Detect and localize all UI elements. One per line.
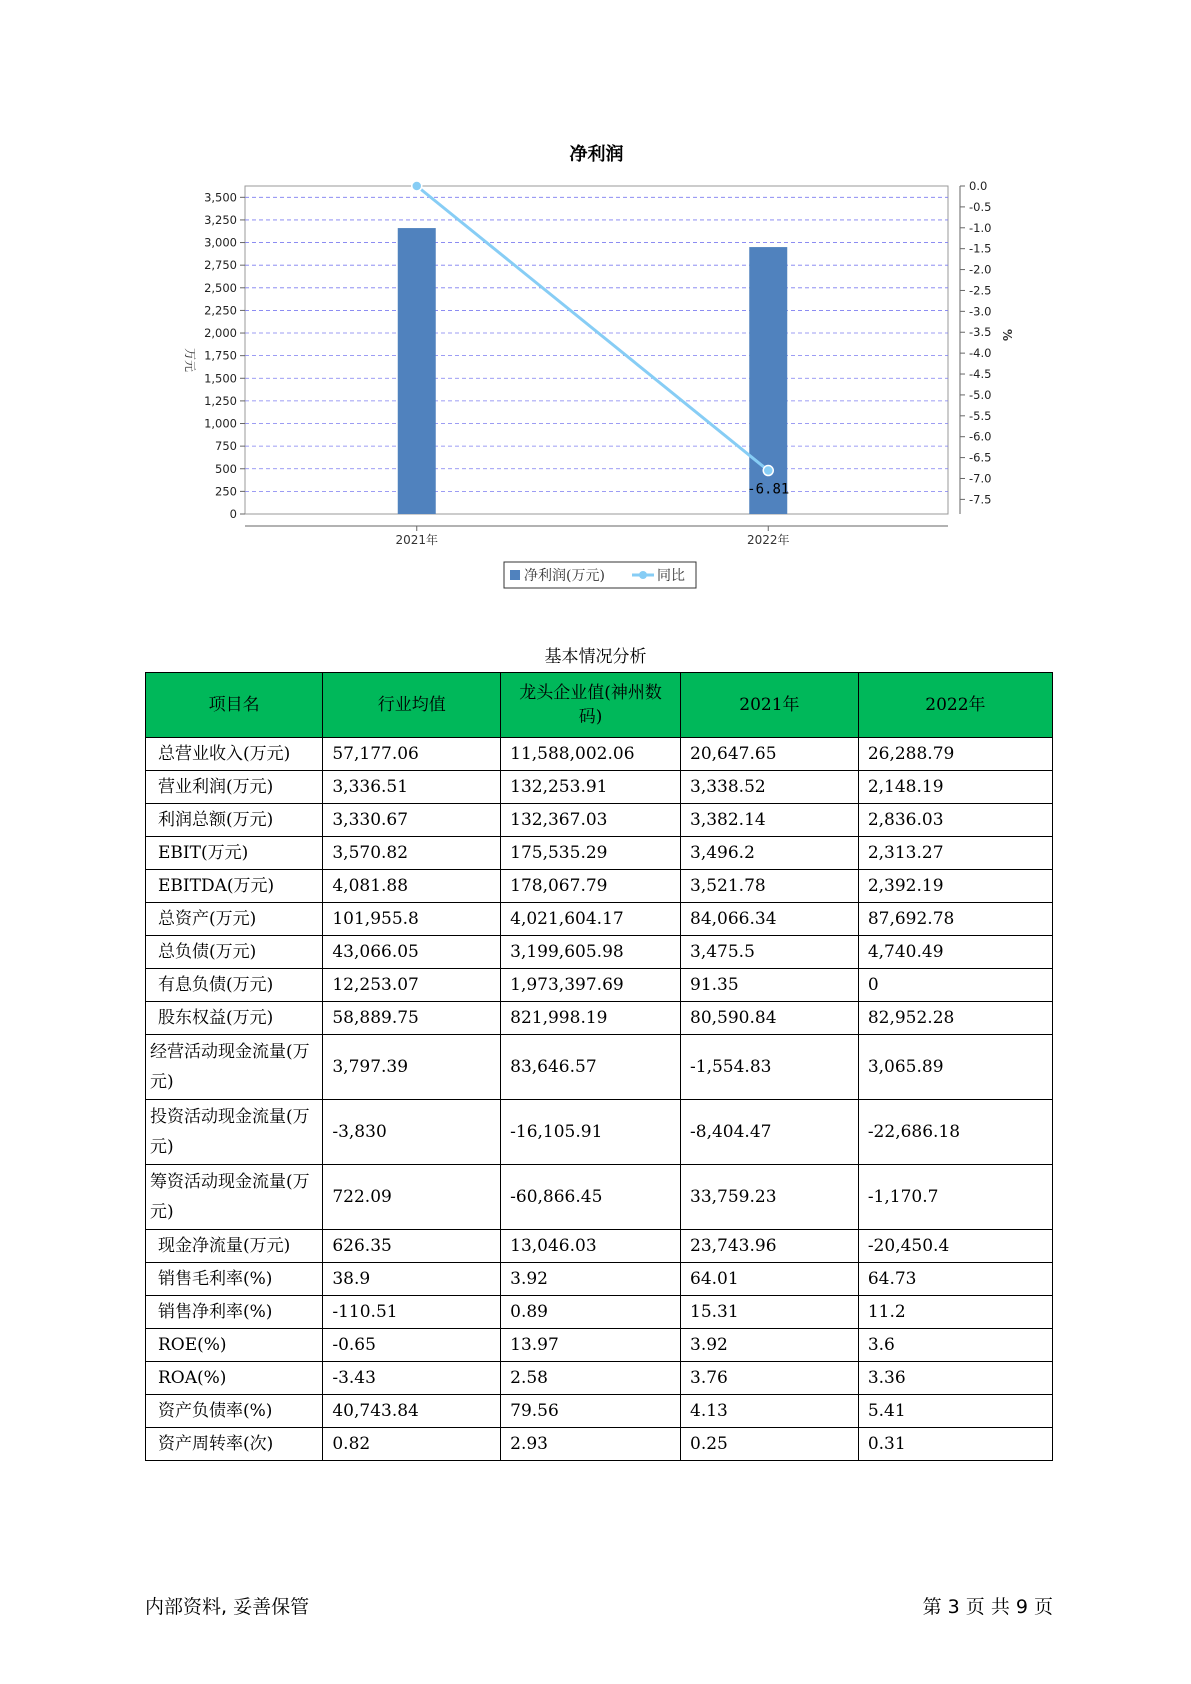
- x-tick-label: 2021年: [395, 533, 439, 547]
- row-label: 资产负债率(%): [146, 1395, 323, 1428]
- cell-2021: 3,521.78: [681, 870, 859, 903]
- cell-leader-value: 2.93: [501, 1428, 681, 1461]
- cell-industry-avg: 57,177.06: [323, 738, 501, 771]
- cell-2022: 0: [858, 969, 1052, 1002]
- cell-industry-avg: 722.09: [323, 1165, 501, 1230]
- cell-2021: -1,554.83: [681, 1035, 859, 1100]
- cell-2022: 11.2: [858, 1296, 1052, 1329]
- cell-leader-value: 821,998.19: [501, 1002, 681, 1035]
- cell-2022: -20,450.4: [858, 1230, 1052, 1263]
- table-row: [146, 969, 1053, 1002]
- cell-2022: -1,170.7: [858, 1165, 1052, 1230]
- footer-confidential-note: 内部资料, 妥善保管: [145, 1596, 310, 1618]
- net-profit-chart-svg: [0, 0, 1191, 600]
- y-tick-label: 1,500: [204, 371, 237, 386]
- y2-tick-label: -7.0: [969, 471, 992, 486]
- cell-2022: 2,148.19: [858, 771, 1052, 804]
- cell-industry-avg: 626.35: [323, 1230, 501, 1263]
- row-label: ROA(%): [146, 1362, 323, 1395]
- x-tick-label: 2022年: [746, 533, 790, 547]
- table-row: [146, 1230, 1053, 1263]
- y2-tick-label: -5.0: [969, 387, 992, 402]
- table-row: [146, 1395, 1053, 1428]
- yoy-data-label: -6.81: [747, 481, 790, 498]
- table-header-row: [146, 673, 1053, 738]
- cell-leader-value: 132,253.91: [501, 771, 681, 804]
- table-row: [146, 1428, 1053, 1461]
- y-tick-label: 1,000: [204, 416, 237, 431]
- cell-leader-value: 2.58: [501, 1362, 681, 1395]
- header-item-name: 项目名: [146, 673, 323, 738]
- row-label: 投资活动现金流量(万元): [146, 1100, 323, 1165]
- cell-leader-value: 4,021,604.17: [501, 903, 681, 936]
- row-label: 营业利润(万元): [146, 771, 323, 804]
- row-label: 总营业收入(万元): [146, 738, 323, 771]
- cell-2022: 5.41: [858, 1395, 1052, 1428]
- table-row: [146, 1165, 1053, 1230]
- basic-analysis-table: [145, 672, 1053, 1461]
- table-row: [146, 903, 1053, 936]
- header-2022: 2022年: [858, 673, 1052, 738]
- cell-2022: 87,692.78: [858, 903, 1052, 936]
- cell-industry-avg: 40,743.84: [323, 1395, 501, 1428]
- y-tick-label: 2,250: [204, 303, 237, 318]
- cell-industry-avg: -3,830: [323, 1100, 501, 1165]
- row-label: 股东权益(万元): [146, 1002, 323, 1035]
- table-row: [146, 738, 1053, 771]
- row-label: EBITDA(万元): [146, 870, 323, 903]
- y2-tick-label: 0.0: [969, 179, 988, 193]
- y-tick-label: 2,000: [204, 326, 237, 341]
- legend-line-marker: [639, 571, 647, 579]
- cell-2022: 3.36: [858, 1362, 1052, 1395]
- cell-2021: 3,475.5: [681, 936, 859, 969]
- y-tick-label: 3,250: [204, 212, 237, 227]
- cell-leader-value: 83,646.57: [501, 1035, 681, 1100]
- cell-2021: 91.35: [681, 969, 859, 1002]
- y-tick-label: 250: [215, 484, 237, 499]
- y2-axis-title: %: [1000, 328, 1014, 342]
- row-label: 经营活动现金流量(万元): [146, 1035, 323, 1100]
- cell-leader-value: 3.92: [501, 1263, 681, 1296]
- cell-leader-value: 178,067.79: [501, 870, 681, 903]
- cell-2021: 33,759.23: [681, 1165, 859, 1230]
- cell-industry-avg: 3,330.67: [323, 804, 501, 837]
- y2-tick-label: -3.0: [969, 304, 992, 319]
- row-label: 总资产(万元): [146, 903, 323, 936]
- table-row: [146, 804, 1053, 837]
- cell-industry-avg: 3,570.82: [323, 837, 501, 870]
- footer-page-number: 第 3 页 共 9 页: [922, 1596, 1053, 1618]
- cell-leader-value: -16,105.91: [501, 1100, 681, 1165]
- cell-leader-value: 175,535.29: [501, 837, 681, 870]
- table-caption: 基本情况分析: [544, 647, 647, 667]
- y-tick-label: 500: [215, 461, 237, 476]
- y-tick-label: 1,750: [204, 348, 237, 363]
- row-label: ROE(%): [146, 1329, 323, 1362]
- y2-tick-label: -1.5: [969, 241, 992, 256]
- cell-leader-value: 132,367.03: [501, 804, 681, 837]
- header-2021: 2021年: [681, 673, 859, 738]
- table-row: [146, 1296, 1053, 1329]
- cell-industry-avg: 0.82: [323, 1428, 501, 1461]
- cell-2021: 84,066.34: [681, 903, 859, 936]
- y2-tick-label: -3.5: [969, 325, 992, 340]
- cell-2021: 80,590.84: [681, 1002, 859, 1035]
- table-row: [146, 870, 1053, 903]
- row-label: 总负债(万元): [146, 936, 323, 969]
- y2-tick-label: -4.5: [969, 367, 992, 382]
- table-row: [146, 1263, 1053, 1296]
- cell-2021: 4.13: [681, 1395, 859, 1428]
- net-profit-chart: [0, 0, 1191, 600]
- legend-line-label: 同比: [657, 568, 685, 584]
- cell-leader-value: 3,199,605.98: [501, 936, 681, 969]
- legend-bar-label: 净利润(万元): [524, 568, 605, 584]
- cell-industry-avg: -110.51: [323, 1296, 501, 1329]
- header-leader-value: 龙头企业值(神州数码): [501, 673, 681, 738]
- table-row: [146, 1002, 1053, 1035]
- cell-2021: 3,496.2: [681, 837, 859, 870]
- cell-2022: -22,686.18: [858, 1100, 1052, 1165]
- table-row: [146, 1329, 1053, 1362]
- cell-leader-value: 11,588,002.06: [501, 738, 681, 771]
- y-tick-label: 2,750: [204, 258, 237, 273]
- y-tick-label: 750: [215, 439, 237, 454]
- row-label: EBIT(万元): [146, 837, 323, 870]
- y2-tick-label: -2.0: [969, 262, 992, 277]
- cell-2022: 82,952.28: [858, 1002, 1052, 1035]
- cell-industry-avg: 4,081.88: [323, 870, 501, 903]
- y-tick-label: 3,000: [204, 235, 237, 250]
- y2-tick-label: -0.5: [969, 199, 992, 214]
- table-row: [146, 936, 1053, 969]
- row-label: 有息负债(万元): [146, 969, 323, 1002]
- cell-2022: 2,392.19: [858, 870, 1052, 903]
- cell-leader-value: 1,973,397.69: [501, 969, 681, 1002]
- cell-industry-avg: 3,336.51: [323, 771, 501, 804]
- cell-2021: 3.76: [681, 1362, 859, 1395]
- y2-tick-label: -6.5: [969, 450, 992, 465]
- cell-industry-avg: 101,955.8: [323, 903, 501, 936]
- row-label: 利润总额(万元): [146, 804, 323, 837]
- cell-2021: 3,382.14: [681, 804, 859, 837]
- row-label: 资产周转率(次): [146, 1428, 323, 1461]
- table-row: [146, 1100, 1053, 1165]
- cell-2022: 2,313.27: [858, 837, 1052, 870]
- cell-2021: 64.01: [681, 1263, 859, 1296]
- yoy-line: [417, 186, 769, 471]
- cell-leader-value: -60,866.45: [501, 1165, 681, 1230]
- cell-industry-avg: 43,066.05: [323, 936, 501, 969]
- cell-leader-value: 13,046.03: [501, 1230, 681, 1263]
- y2-tick-label: -7.5: [969, 492, 992, 507]
- row-label: 销售毛利率(%): [146, 1263, 323, 1296]
- cell-industry-avg: 58,889.75: [323, 1002, 501, 1035]
- row-label: 筹资活动现金流量(万元): [146, 1165, 323, 1230]
- cell-2021: 15.31: [681, 1296, 859, 1329]
- y2-tick-label: -1.0: [969, 220, 992, 235]
- y2-tick-label: -6.0: [969, 429, 992, 444]
- cell-2022: 0.31: [858, 1428, 1052, 1461]
- table-row: [146, 837, 1053, 870]
- cell-leader-value: 79.56: [501, 1395, 681, 1428]
- cell-2022: 2,836.03: [858, 804, 1052, 837]
- table-row: [146, 1035, 1053, 1100]
- header-industry-avg: 行业均值: [323, 673, 501, 738]
- cell-2021: 3.92: [681, 1329, 859, 1362]
- cell-2021: 3,338.52: [681, 771, 859, 804]
- yoy-point: [412, 181, 422, 191]
- plot-area: [245, 186, 948, 514]
- table-row: [146, 1362, 1053, 1395]
- cell-2022: 4,740.49: [858, 936, 1052, 969]
- cell-2022: 26,288.79: [858, 738, 1052, 771]
- cell-leader-value: 13.97: [501, 1329, 681, 1362]
- chart-title: 净利润: [569, 144, 624, 165]
- y-tick-label: 0: [229, 507, 237, 521]
- cell-2021: 23,743.96: [681, 1230, 859, 1263]
- cell-leader-value: 0.89: [501, 1296, 681, 1329]
- y2-tick-label: -5.5: [969, 408, 992, 423]
- cell-2021: -8,404.47: [681, 1100, 859, 1165]
- y-tick-label: 2,500: [204, 280, 237, 295]
- y-tick-label: 1,250: [204, 393, 237, 408]
- y2-tick-label: -4.0: [969, 346, 992, 361]
- cell-2022: 64.73: [858, 1263, 1052, 1296]
- net-profit-bar: [398, 228, 436, 514]
- table-row: [146, 771, 1053, 804]
- cell-industry-avg: 12,253.07: [323, 969, 501, 1002]
- cell-industry-avg: -3.43: [323, 1362, 501, 1395]
- y-axis-title: 万元: [183, 347, 197, 373]
- y2-tick-label: -2.5: [969, 283, 992, 298]
- cell-2022: 3.6: [858, 1329, 1052, 1362]
- cell-2022: 3,065.89: [858, 1035, 1052, 1100]
- legend-bar-swatch: [510, 570, 520, 580]
- cell-2021: 0.25: [681, 1428, 859, 1461]
- cell-2021: 20,647.65: [681, 738, 859, 771]
- yoy-point: [763, 466, 773, 476]
- row-label: 销售净利率(%): [146, 1296, 323, 1329]
- cell-industry-avg: 38.9: [323, 1263, 501, 1296]
- cell-industry-avg: 3,797.39: [323, 1035, 501, 1100]
- cell-industry-avg: -0.65: [323, 1329, 501, 1362]
- row-label: 现金净流量(万元): [146, 1230, 323, 1263]
- y-tick-label: 3,500: [204, 190, 237, 205]
